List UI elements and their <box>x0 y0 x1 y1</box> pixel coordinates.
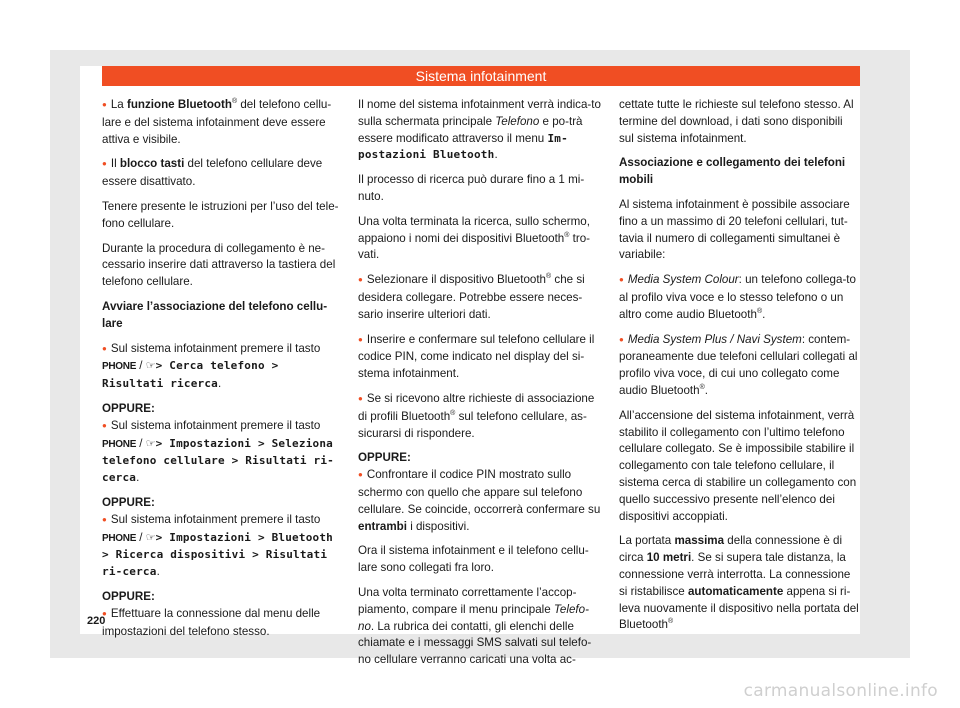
paragraph: All’accensione del sistema infotainment, verrà stabilito il collegamento con l’ultimo telefono cellulare collegato. Se è impossibile stabilire il collegamento con tale telefono cellulare, il sistema cerca di stabilire un collegamento con quello successivo presente nell’elenco dei dispositivi accoppiati. <box>619 408 857 523</box>
settings-touch-icon: ☞ <box>145 437 156 450</box>
phone-key: PHONE <box>102 532 137 544</box>
section-header: Sistema infotainment <box>102 66 860 86</box>
bullet-icon <box>619 333 628 346</box>
phone-key: PHONE <box>102 361 137 373</box>
bullet-icon <box>102 342 111 355</box>
paragraph: Durante la procedura di collegamento è ne-cessario inserire dati attraverso la tastiera del telefono cellulare. <box>102 241 336 289</box>
bullet-icon <box>102 419 111 432</box>
bullet-icon <box>358 333 367 346</box>
heading: Associazione e collegamento dei telefoni mobili <box>619 156 846 187</box>
bullet-icon <box>358 392 367 405</box>
bullet-icon <box>102 98 111 111</box>
column-2: Il nome del sistema infotainment verrà indica-to sulla schermata principale Telefono e po-trà essere modificato attraverso il menu Im-postazioni Bluetooth. Il processo di ricerca può durare fino a 1 mi-nuto. Una volta terminata la ricerca, sullo schermo, appaiono i nomi dei dispositivi Bluetooth® tro-vati. ● Selezionare il dispositivo Bluetooth® che si desidera collegare. Potrebbe essere neces-sario inserire ulteriori dati. ● Inserire e confermare sul telefono cellulare il codice PIN, come indicato nel display del si-stema infotainment. ● Se si ricevono altre richieste di associazione di profili Bluetooth® sul telefono cellulare, as-sicurarsi di rispondere. OPPURE: ● Confrontare il codice PIN mostrato sullo schermo con quello che appare sul telefono cellulare. Se coincide, occorrerà confermare su entrambi i dispositivi. Ora il sistema infotainment e il telefono cellu-lare sono collegati fra loro. Una volta terminato correttamente l’accop-piamento, compare il menu principale Telefo-no. La rubrica dei contatti, gli elenchi delle chiamate e i messaggi SMS salvati sul telefo-no cellulare verranno caricati una volta ac- <box>358 97 602 677</box>
settings-touch-icon: ☞ <box>145 360 156 373</box>
paragraph: cettate tutte le richieste sul telefono stesso. Al termine del download, i dati sono disponibili sul sistema infotainment. <box>619 98 854 145</box>
column-1: ● La funzione Bluetooth® del telefono cellu-lare e del sistema infotainment deve essere attiva e visibile. ● Il blocco tasti del telefono cellulare deve essere disattivato. Tenere presente le istruzioni per l’uso del tele-fono cellulare. Durante la procedura di collegamento è ne-cessario inserire dati attraverso la tastiera del telefono cellulare. Avviare l’associazione del telefono cellu-lare ● Sul sistema infotainment premere il tasto PHONE / ☞> Cerca telefono > Risultati ricerca. OPPURE: ● Sul sistema infotainment premere il tasto PHONE / ☞> Impostazioni > Seleziona telefono cellulare > Risultati ri-cerca. OPPURE: ● Sul sistema infotainment premere il tasto PHONE / ☞> Impostazioni > Bluetooth > Ricerca dispositivi > Risultati ri-cerca. OPPURE: ● Effettuare la connessione dal menu delle impostazioni del telefono stesso. <box>102 97 340 648</box>
bullet-icon <box>102 157 111 170</box>
bullet-icon <box>619 273 628 286</box>
heading: Avviare l’associazione del telefono cellu-lare <box>102 299 328 330</box>
paragraph: Ora il sistema infotainment e il telefono cellu-lare sono collegati fra loro. <box>358 544 589 575</box>
paragraph: Al sistema infotainment è possibile associare fino a un massimo di 20 telefoni cellulari, tut-tavia il numero di collegamenti simultanei è variabile: <box>619 197 850 262</box>
phone-key: PHONE <box>102 438 137 450</box>
watermark: carmanualsonline.info <box>743 681 938 701</box>
settings-touch-icon: ☞ <box>145 531 156 544</box>
bullet-icon <box>358 273 367 286</box>
paragraph: Tenere presente le istruzioni per l’uso del tele-fono cellulare. <box>102 199 339 230</box>
bullet-icon <box>358 468 367 481</box>
bullet-icon <box>102 513 111 526</box>
column-3: cettate tutte le richieste sul telefono stesso. Al termine del download, i dati sono disponibili sul sistema infotainment. Associazione e collegamento dei telefoni mobili Al sistema infotainment è possibile associare fino a un massimo di 20 telefoni cellulari, tut-tavia il numero di collegamenti simultanei è variabile: ● Media System Colour: un telefono collega-to al profilo viva voce e lo stesso telefono o un altro come audio Bluetooth®. ● Media System Plus / Navi System: contem-poraneamente due telefoni cellulari collegati al profilo viva voce, di cui uno collegato come audio Bluetooth®. All’accensione del sistema infotainment, verrà stabilito il collegamento con l’ultimo telefono cellulare collegato. Se è impossibile stabilire il collegamento con tale telefono cellulare, il sistema cerca di stabilire un collegamento con quello successivo presente nell’elenco dei dispositivi accoppiati. La portata massima della connessione è di circa 10 metri. Se si supera tale distanza, la connessione verrà interrotta. La connessione si ristabilisce automaticamente appena si ri-leva nuovamente il dispositivo nella portata del Bluetooth® <box>619 97 859 642</box>
page-number: 220 <box>87 615 106 627</box>
paragraph: Il processo di ricerca può durare fino a 1 mi-nuto. <box>358 173 585 203</box>
